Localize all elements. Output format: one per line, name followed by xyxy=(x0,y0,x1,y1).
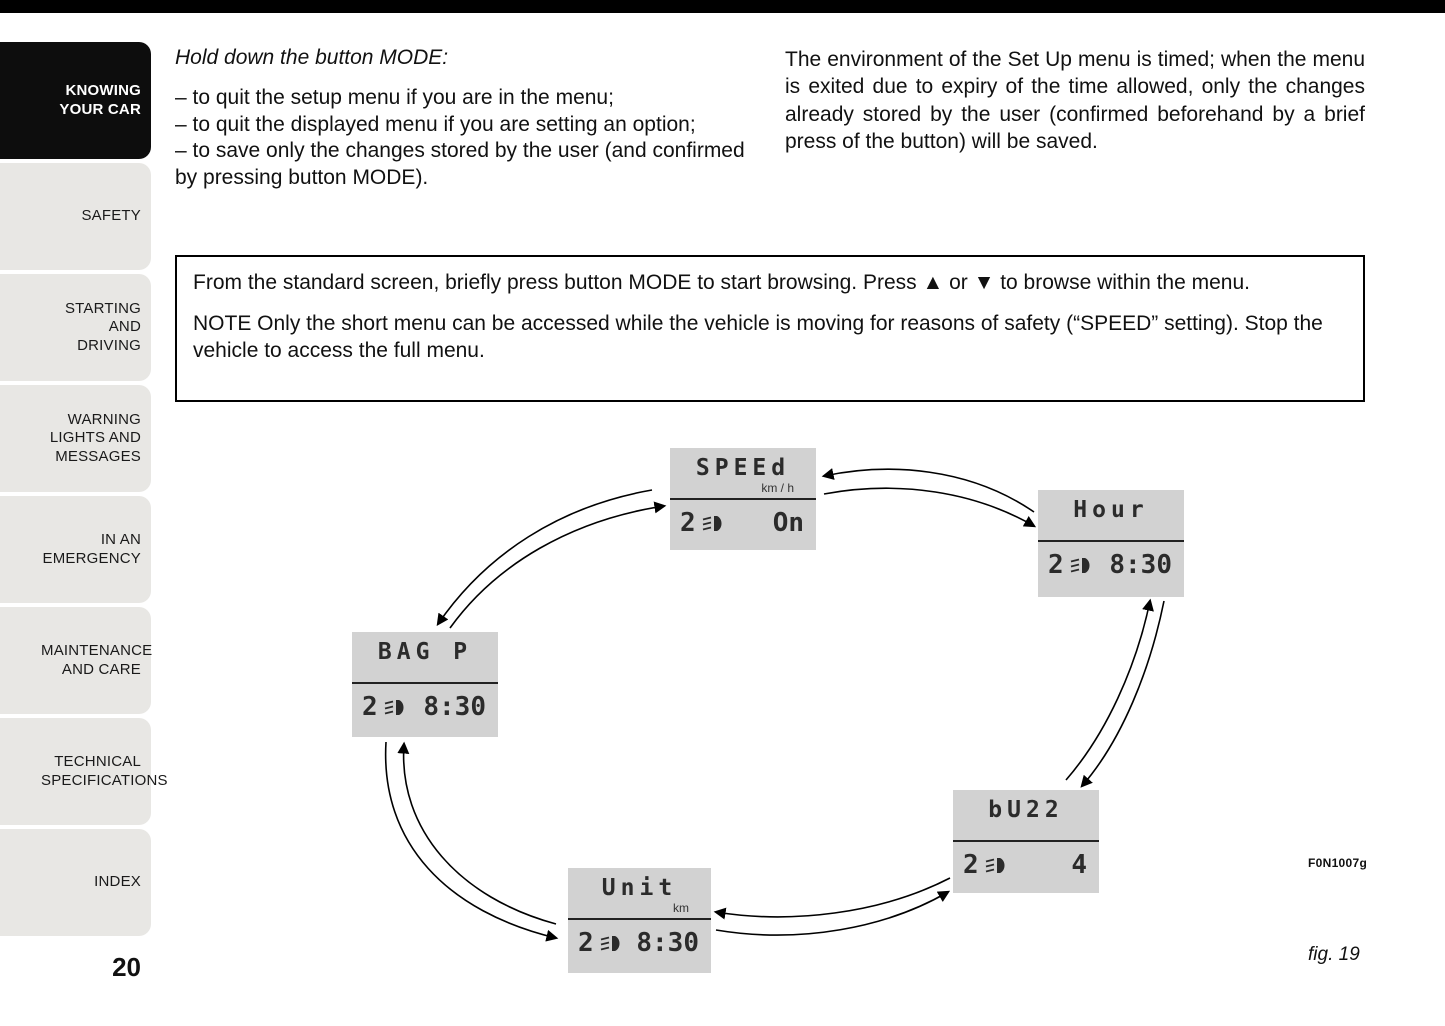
display-screen-speed xyxy=(670,448,816,550)
screen-title: bU22 xyxy=(988,797,1064,823)
screen-status-row xyxy=(1038,542,1184,580)
sidebar-item-label: WARNING LIGHTS AND MESSAGES xyxy=(49,411,141,465)
low-beam-icon xyxy=(701,515,725,532)
screen-title: BAG P xyxy=(377,639,473,665)
screen-value: 4 xyxy=(1071,850,1087,880)
screen-value: On xyxy=(772,508,804,538)
note-paragraph: NOTE Only the short menu can be accessed while the vehicle is moving for reasons of safety (“SPEED” setting). Stop the vehicle to access the full menu. xyxy=(193,311,1323,362)
gear-indicator: 2 xyxy=(1048,550,1064,580)
page-number: 20 xyxy=(112,952,141,982)
screen-status-row xyxy=(953,842,1099,880)
low-beam-icon xyxy=(383,699,407,716)
arrow-speed-to-hour xyxy=(824,488,1034,526)
screen-unit-label xyxy=(959,823,1093,838)
arrow-unit-to-buzzer xyxy=(716,892,948,935)
low-beam-icon xyxy=(984,857,1008,874)
sidebar-item-starting-and-driving xyxy=(0,274,151,381)
note-box xyxy=(175,255,1365,402)
display-screen-unit xyxy=(568,868,711,973)
screen-unit-label: km xyxy=(673,901,689,915)
gear-and-beam xyxy=(680,508,725,538)
gear-indicator: 2 xyxy=(578,928,594,958)
top-bar xyxy=(0,0,1445,13)
arrow-bag-to-speed xyxy=(450,506,664,628)
display-screen-bag-p xyxy=(352,632,498,737)
sidebar-item-label: IN AN EMERGENCY xyxy=(42,531,141,567)
screen-value: 8:30 xyxy=(1109,550,1172,580)
arrow-speed-to-bag xyxy=(438,490,652,624)
screen-title: Unit xyxy=(601,875,678,901)
display-screen-buzzer xyxy=(953,790,1099,893)
screen-unit-label xyxy=(358,665,492,680)
arrow-hour-to-speed xyxy=(824,469,1034,512)
sidebar-item-label: KNOWING YOUR CAR xyxy=(59,82,141,118)
screen-top xyxy=(352,632,498,684)
sidebar-item-technical-specifications xyxy=(0,718,168,825)
low-beam-icon xyxy=(599,935,623,952)
screen-top xyxy=(670,448,816,500)
gear-and-beam xyxy=(963,850,1008,880)
arrow-buzzer-to-unit xyxy=(716,878,950,917)
sidebar-item-label: STARTING AND DRIVING xyxy=(64,300,141,354)
figure-label: fig. 19 xyxy=(1308,944,1360,965)
screen-unit-label xyxy=(1044,523,1178,538)
bullet-item: – to save only the changes stored by the user (and confirmed by pressing button MODE). xyxy=(175,139,745,189)
screen-top xyxy=(1038,490,1184,542)
screen-value: 8:30 xyxy=(423,692,486,722)
gear-indicator: 2 xyxy=(963,850,979,880)
section-heading: Hold down the button MODE: xyxy=(175,46,449,69)
screen-status-row xyxy=(352,684,498,722)
screen-top xyxy=(953,790,1099,842)
gear-indicator: 2 xyxy=(680,508,696,538)
screen-status-row xyxy=(670,500,816,538)
arrow-bag-to-unit xyxy=(386,742,556,938)
sidebar-item-warning-lights xyxy=(0,385,151,492)
arrow-hour-to-buzzer xyxy=(1082,601,1164,786)
screen-title: SPEEd xyxy=(695,455,791,481)
sidebar-item-maintenance-and-care xyxy=(0,607,151,714)
sidebar-item-knowing-your-car xyxy=(0,42,151,159)
bullet-item: – to quit the displayed menu if you are setting an option; xyxy=(175,112,696,136)
bullet-item: – to quit the setup menu if you are in the menu; xyxy=(175,86,614,109)
sidebar-item-label: INDEX xyxy=(94,873,141,891)
display-screen-hour xyxy=(1038,490,1184,597)
sidebar-item-in-an-emergency xyxy=(0,496,151,603)
screen-value: 8:30 xyxy=(636,928,699,958)
figure-code: F0N1007g xyxy=(1308,856,1368,870)
bullet-list xyxy=(175,85,767,192)
sidebar-item-safety xyxy=(0,163,151,270)
gear-and-beam xyxy=(578,928,623,958)
sidebar-item-label: MAINTENANCE AND CARE xyxy=(41,642,153,678)
gear-and-beam xyxy=(1048,550,1093,580)
screen-status-row xyxy=(568,920,711,958)
screen-unit-label: km / h xyxy=(761,481,794,495)
arrow-buzzer-to-hour xyxy=(1066,601,1150,780)
arrow-unit-to-bag xyxy=(404,744,556,924)
gear-and-beam xyxy=(362,692,407,722)
screen-top xyxy=(568,868,711,920)
sidebar-item-label: TECHNICAL SPECIFICATIONS xyxy=(41,753,168,789)
note-paragraph: From the standard screen, briefly press button MODE to start browsing. Press ▲ or ▼ to browse within the menu. xyxy=(193,271,1250,294)
screen-title: Hour xyxy=(1073,497,1149,523)
right-column-paragraph: The environment of the Set Up menu is timed; when the menu is exited due to expiry of the time allowed, only the changes already stored by the user (confirmed beforehand by a brief press of the button) will be saved. xyxy=(785,48,1365,153)
sidebar-item-index xyxy=(0,829,151,936)
sidebar-item-label: SAFETY xyxy=(81,207,141,225)
low-beam-icon xyxy=(1069,557,1093,574)
gear-indicator: 2 xyxy=(362,692,378,722)
